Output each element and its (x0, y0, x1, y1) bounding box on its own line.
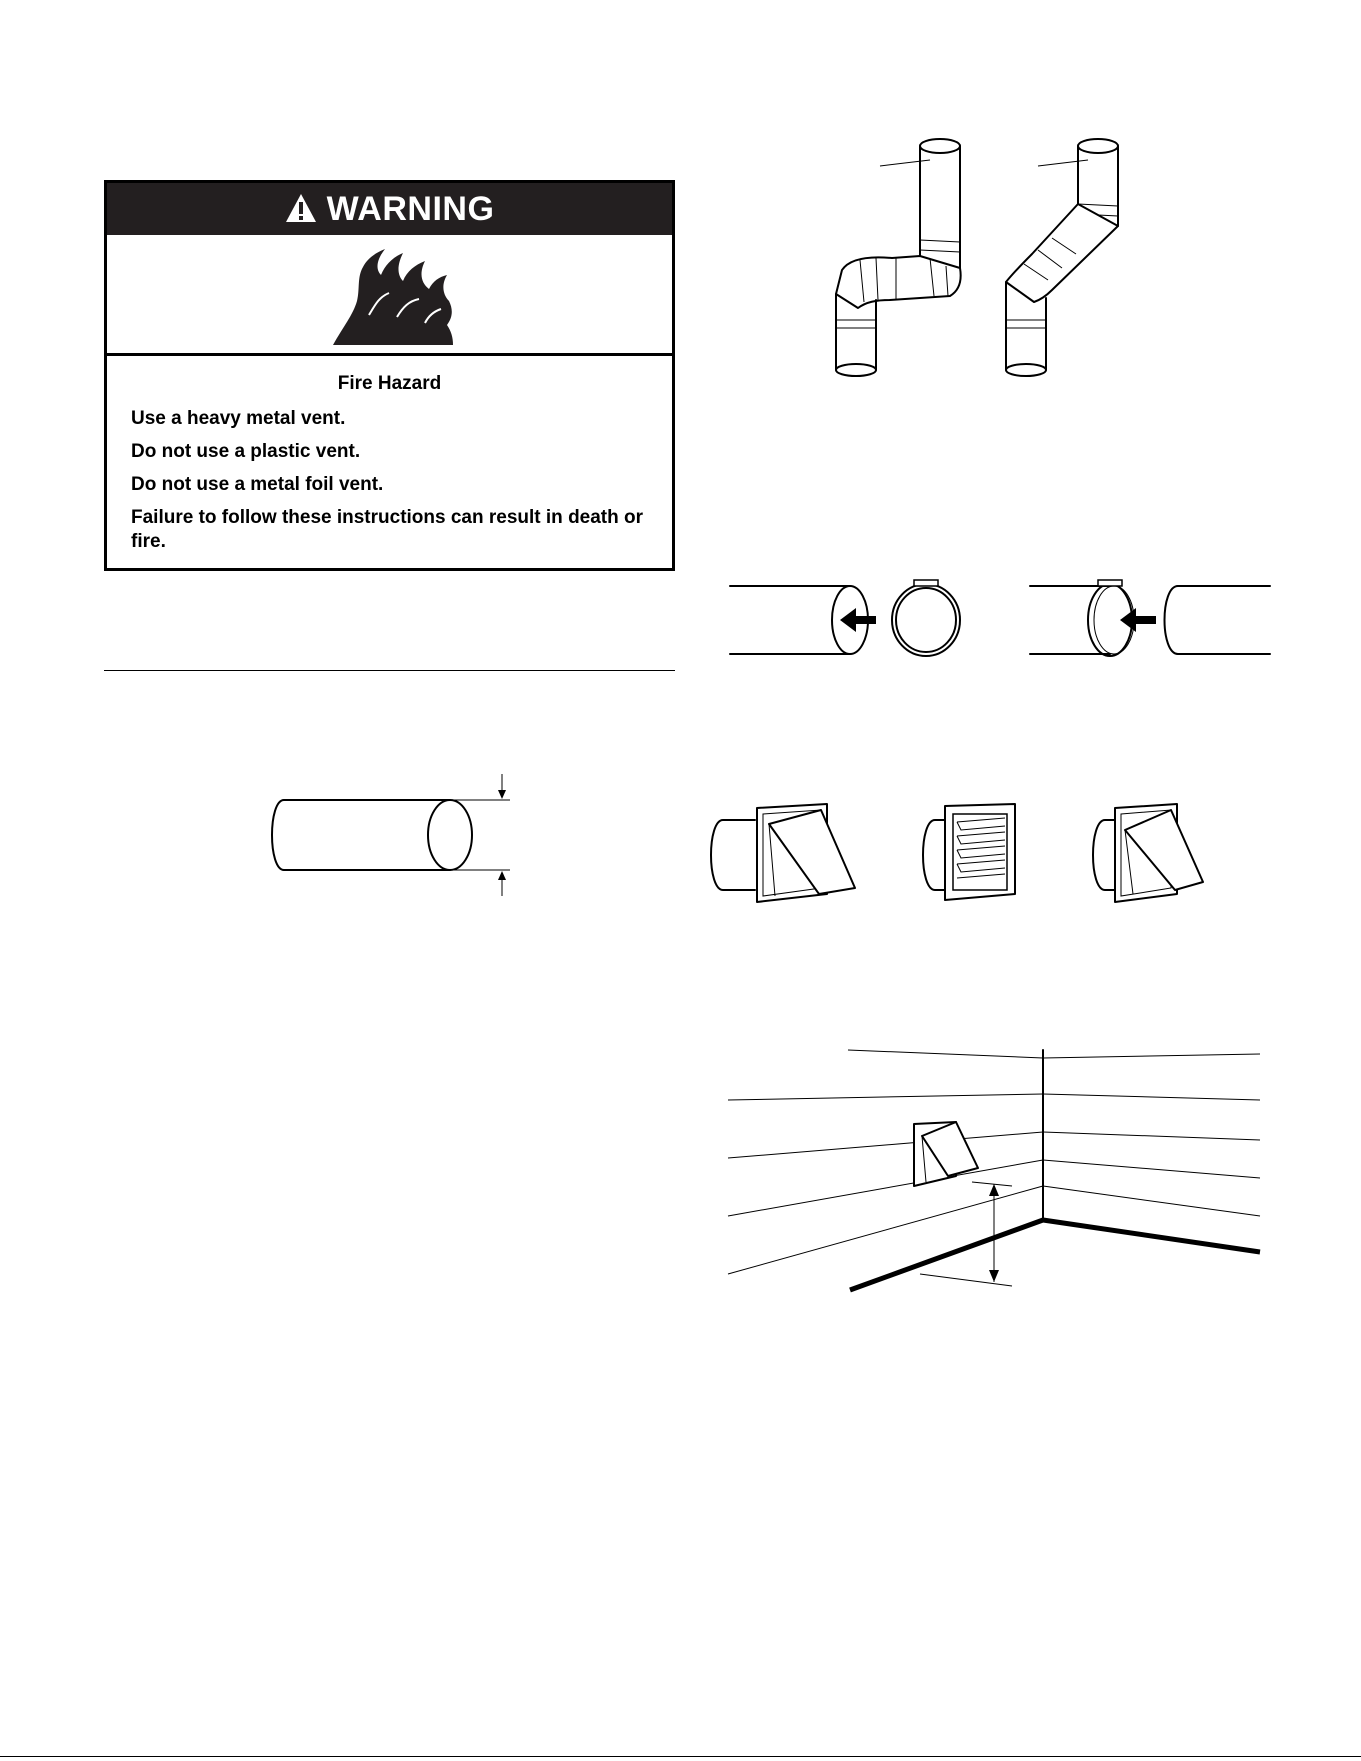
exhaust-hood-styles (705, 800, 1275, 910)
hazard-title: Fire Hazard (337, 373, 442, 394)
hazard-instruction: Do not use a plastic vent. (131, 441, 361, 462)
warning-title: WARNING (326, 190, 495, 228)
flame-icon (329, 245, 459, 345)
hazard-instruction: Failure to follow these instructions can result in death or fire. (131, 507, 644, 552)
hazard-instruction: Use a heavy metal vent. (131, 408, 346, 429)
hazard-instruction: Do not use a metal foil vent. (131, 474, 384, 495)
warning-header (107, 183, 672, 235)
section-divider (104, 670, 675, 671)
vent-clamp-illustrations (730, 560, 1280, 670)
warning-box (104, 180, 675, 571)
vent-diameter-diagram (260, 770, 520, 900)
page-bottom-rule (0, 1756, 1361, 1757)
warning-divider (107, 353, 672, 356)
exterior-wall-vent-height (710, 1020, 1270, 1300)
elbow-vent-illustrations (800, 130, 1180, 390)
warning-triangle-icon (285, 193, 317, 223)
